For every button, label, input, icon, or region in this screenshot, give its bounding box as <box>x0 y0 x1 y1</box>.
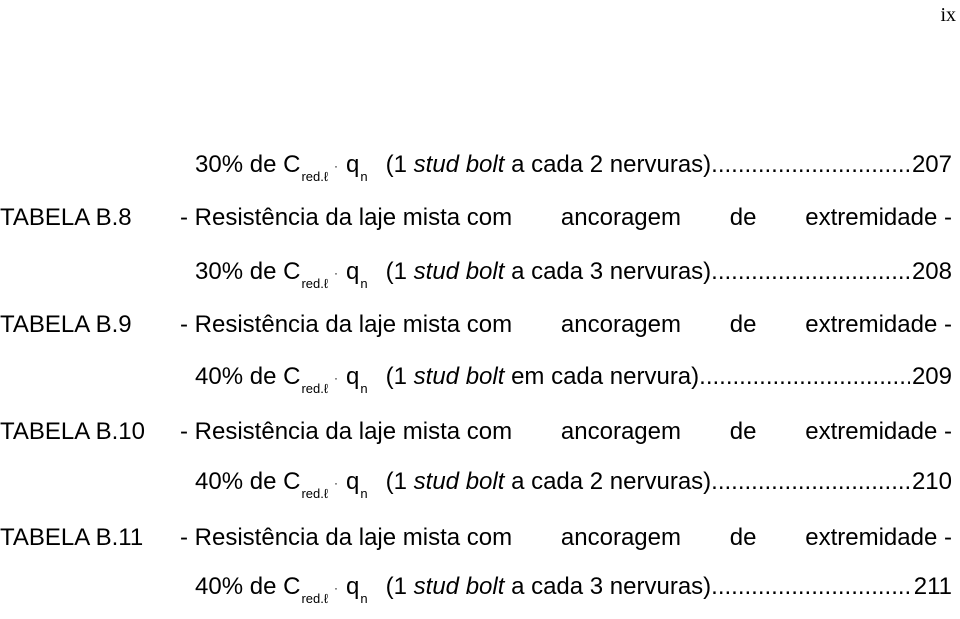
multiply-dot: · <box>334 266 339 280</box>
page-ref[interactable]: 209 <box>911 363 952 390</box>
entry-description <box>180 412 952 452</box>
stud-bolt-text: stud bolt <box>413 468 505 495</box>
entry-rest-text: a cada 3 nervuras) <box>511 573 712 600</box>
percentage: 40% <box>195 573 244 600</box>
symbol-c: C <box>283 468 301 495</box>
toc-entry-formula-line <box>195 567 952 610</box>
toc-entry-continuation <box>0 145 952 185</box>
toc-entry-formula-line <box>195 145 952 188</box>
word-de: de <box>249 363 277 390</box>
multiply-dot: · <box>334 581 339 595</box>
desc-part: ancoragem <box>560 204 681 231</box>
toc-entry-continuation <box>0 462 952 502</box>
subscript-n: n <box>360 486 368 501</box>
toc-entry-continuation <box>0 357 952 397</box>
page-number: ix <box>940 4 956 26</box>
symbol-q: q <box>346 363 360 390</box>
percentage: 40% <box>195 468 244 495</box>
symbol-q: q <box>346 258 360 285</box>
desc-part: de <box>729 418 757 445</box>
symbol-q: q <box>346 151 360 178</box>
toc-entry <box>0 518 952 558</box>
table-label[interactable]: TABELA B.10 <box>0 418 145 445</box>
entry-rest-text: a cada 2 nervuras) <box>511 151 712 178</box>
entry-rest-text: a cada 3 nervuras) <box>511 258 712 285</box>
toc-entry-continuation <box>0 252 952 292</box>
desc-part: extremidade - <box>805 204 952 231</box>
paren-open: (1 <box>385 468 407 495</box>
desc-part: ancoragem <box>560 418 681 445</box>
toc-entry-continuation <box>0 567 952 607</box>
stud-bolt-text: stud bolt <box>413 363 505 390</box>
symbol-c: C <box>283 258 301 285</box>
desc-part: ancoragem <box>560 311 681 338</box>
paren-open: (1 <box>385 573 407 600</box>
multiply-dot: · <box>334 159 339 173</box>
entry-description <box>180 518 952 558</box>
symbol-c: C <box>283 573 301 600</box>
word-de: de <box>249 258 277 285</box>
stud-bolt-text: stud bolt <box>413 258 505 285</box>
symbol-q: q <box>346 468 360 495</box>
desc-part: ancoragem <box>560 524 681 551</box>
page-ref[interactable]: 208 <box>911 258 952 285</box>
subscript-n: n <box>360 169 368 184</box>
multiply-dot: · <box>334 371 339 385</box>
multiply-dot: · <box>334 476 339 490</box>
paren-open: (1 <box>385 363 407 390</box>
subscript-red: red.ℓ <box>301 591 329 606</box>
percentage: 30% <box>195 258 244 285</box>
desc-part: extremidade - <box>805 524 952 551</box>
dot-leader <box>699 357 910 397</box>
subscript-red: red.ℓ <box>301 381 329 396</box>
desc-part: - Resistência da laje mista com <box>180 204 513 231</box>
toc-entry-formula-line <box>195 462 952 505</box>
table-label[interactable]: TABELA B.11 <box>0 524 144 551</box>
toc-entry-formula-line <box>195 357 952 400</box>
entry-description <box>180 305 952 345</box>
desc-part: - Resistência da laje mista com <box>180 311 513 338</box>
toc-entry <box>0 305 952 345</box>
desc-part: - Resistência da laje mista com <box>180 524 513 551</box>
symbol-q: q <box>346 573 360 600</box>
dot-leader <box>711 145 910 185</box>
page-ref[interactable]: 207 <box>911 151 952 178</box>
desc-part: - Resistência da laje mista com <box>180 418 513 445</box>
subscript-red: red.ℓ <box>301 276 329 291</box>
desc-part: de <box>729 204 757 231</box>
word-de: de <box>249 573 277 600</box>
toc-entry <box>0 412 952 452</box>
table-label[interactable]: TABELA B.8 <box>0 204 132 231</box>
desc-part: de <box>729 311 757 338</box>
subscript-red: red.ℓ <box>301 169 329 184</box>
desc-part: extremidade - <box>805 418 952 445</box>
page-ref[interactable]: 210 <box>911 468 952 495</box>
table-label[interactable]: TABELA B.9 <box>0 311 132 338</box>
dot-leader <box>711 252 910 292</box>
symbol-c: C <box>283 151 301 178</box>
toc-entry-formula-line <box>195 252 952 295</box>
page-ref[interactable]: 211 <box>913 573 952 600</box>
desc-part: de <box>729 524 757 551</box>
toc-entry <box>0 198 952 238</box>
stud-bolt-text: stud bolt <box>413 573 505 600</box>
desc-part: extremidade - <box>805 311 952 338</box>
entry-rest-text: a cada 2 nervuras) <box>511 468 712 495</box>
dot-leader <box>711 462 910 502</box>
dot-leader <box>711 567 912 607</box>
subscript-n: n <box>360 276 368 291</box>
subscript-red: red.ℓ <box>301 486 329 501</box>
paren-open: (1 <box>385 151 407 178</box>
subscript-n: n <box>360 591 368 606</box>
subscript-n: n <box>360 381 368 396</box>
symbol-c: C <box>283 363 301 390</box>
percentage: 30% <box>195 151 244 178</box>
paren-open: (1 <box>385 258 407 285</box>
word-de: de <box>249 151 277 178</box>
percentage: 40% <box>195 363 244 390</box>
word-de: de <box>249 468 277 495</box>
stud-bolt-text: stud bolt <box>413 151 505 178</box>
entry-rest-text: em cada nervura) <box>511 363 700 390</box>
entry-description <box>180 198 952 238</box>
